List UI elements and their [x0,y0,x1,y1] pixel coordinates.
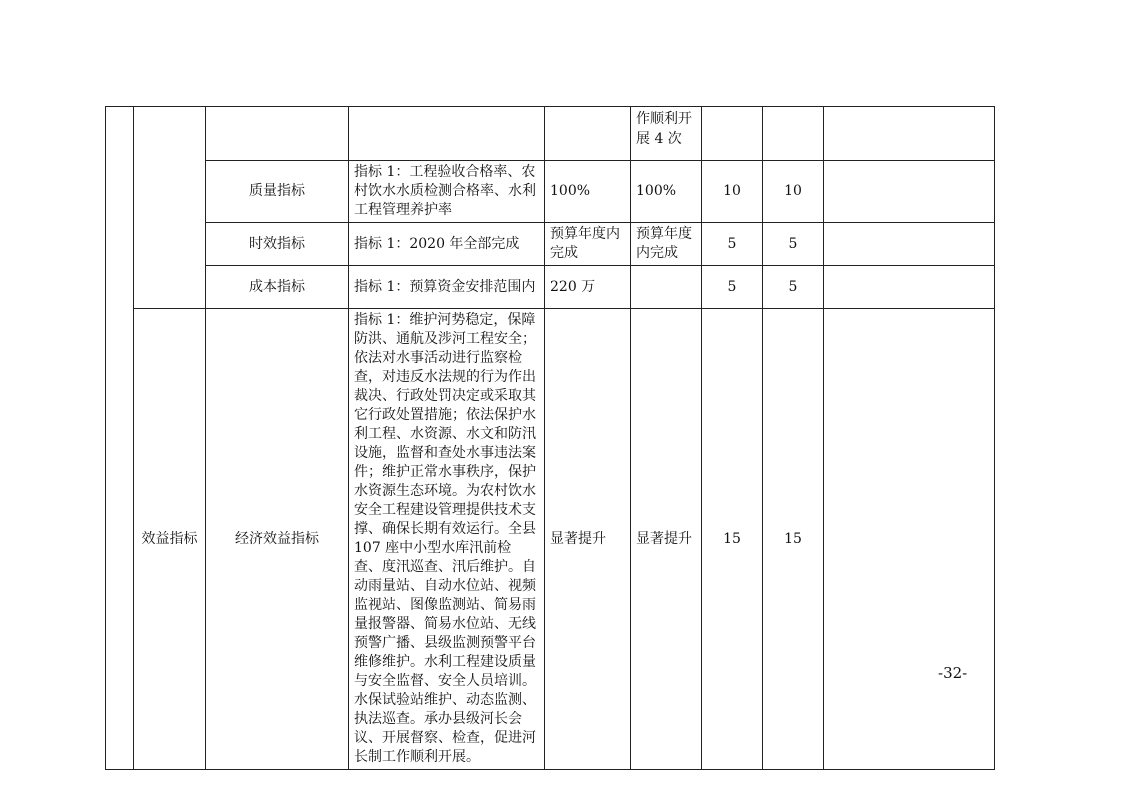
actual-cell: 预算年度内完成 [631,223,702,266]
category-cell: 经济效益指标 [206,309,349,770]
target-cell: 预算年度内完成 [545,223,631,266]
score-cell: 10 [763,161,824,223]
actual-cell [631,266,702,309]
note-cell [824,266,995,309]
score-cell [763,107,824,161]
output-indicator-cell [134,107,206,309]
score-cell: 5 [763,266,824,309]
note-cell [824,161,995,223]
actual-cell: 作顺利开展 4 次 [631,107,702,161]
category-cell: 时效指标 [206,223,349,266]
page-number: -32- [938,664,968,682]
performance-table [105,106,995,770]
note-cell [824,309,995,770]
actual-cell: 显著提升 [631,309,702,770]
score-cell: 15 [763,309,824,770]
content-cell [349,107,545,161]
target-cell: 220 万 [545,266,631,309]
table-row-quality [106,161,995,223]
target-cell: 100% [545,161,631,223]
weight-cell [702,107,763,161]
content-cell: 指标 1：预算资金安排范围内 [349,266,545,309]
category-cell: 成本指标 [206,266,349,309]
weight-cell: 10 [702,161,763,223]
content-cell: 指标 1：维护河势稳定，保障防洪、通航及涉河工程安全；依法对水事活动进行监察检查，对违反水法规的行为作出裁决、行政处罚决定或采取其它行政处置措施；依法保护水利工程、水资源、水文和防汛设施，监督和查处水事违法案件；维护正常水事秩序，保护水资源生态环境。为农村饮水安全工程建设管理提供技术支撑、确保长期有效运行。全县 107 座中小型水库汛前检查、度汛巡查、汛后维护。自动雨量站、自动水位站、视频监视站、图像监测站、简易雨量报警器、简易水位站、无线预警广播、县级监测预警平台维修维护。水利工程建设质量与安全监督、安全人员培训。水保试验站维护、动态监测、执法巡查。承办县级河长会议、开展督察、检查，促进河长制工作顺利开展。 [349,309,545,770]
table-row-benefit [106,309,995,770]
note-cell [824,223,995,266]
score-cell: 5 [763,223,824,266]
note-cell [824,107,995,161]
category-cell [206,107,349,161]
table-row-timeliness [106,223,995,266]
outer-cell [106,107,134,770]
table-row-cost [106,266,995,309]
target-cell [545,107,631,161]
weight-cell: 5 [702,266,763,309]
target-cell: 显著提升 [545,309,631,770]
weight-cell: 15 [702,309,763,770]
content-cell: 指标 1：工程验收合格率、农村饮水水质检测合格率、水利工程管理养护率 [349,161,545,223]
table-row-continuation [106,107,995,161]
weight-cell: 5 [702,223,763,266]
content-cell: 指标 1：2020 年全部完成 [349,223,545,266]
actual-cell: 100% [631,161,702,223]
level1-cell: 效益指标 [134,309,206,770]
category-cell: 质量指标 [206,161,349,223]
